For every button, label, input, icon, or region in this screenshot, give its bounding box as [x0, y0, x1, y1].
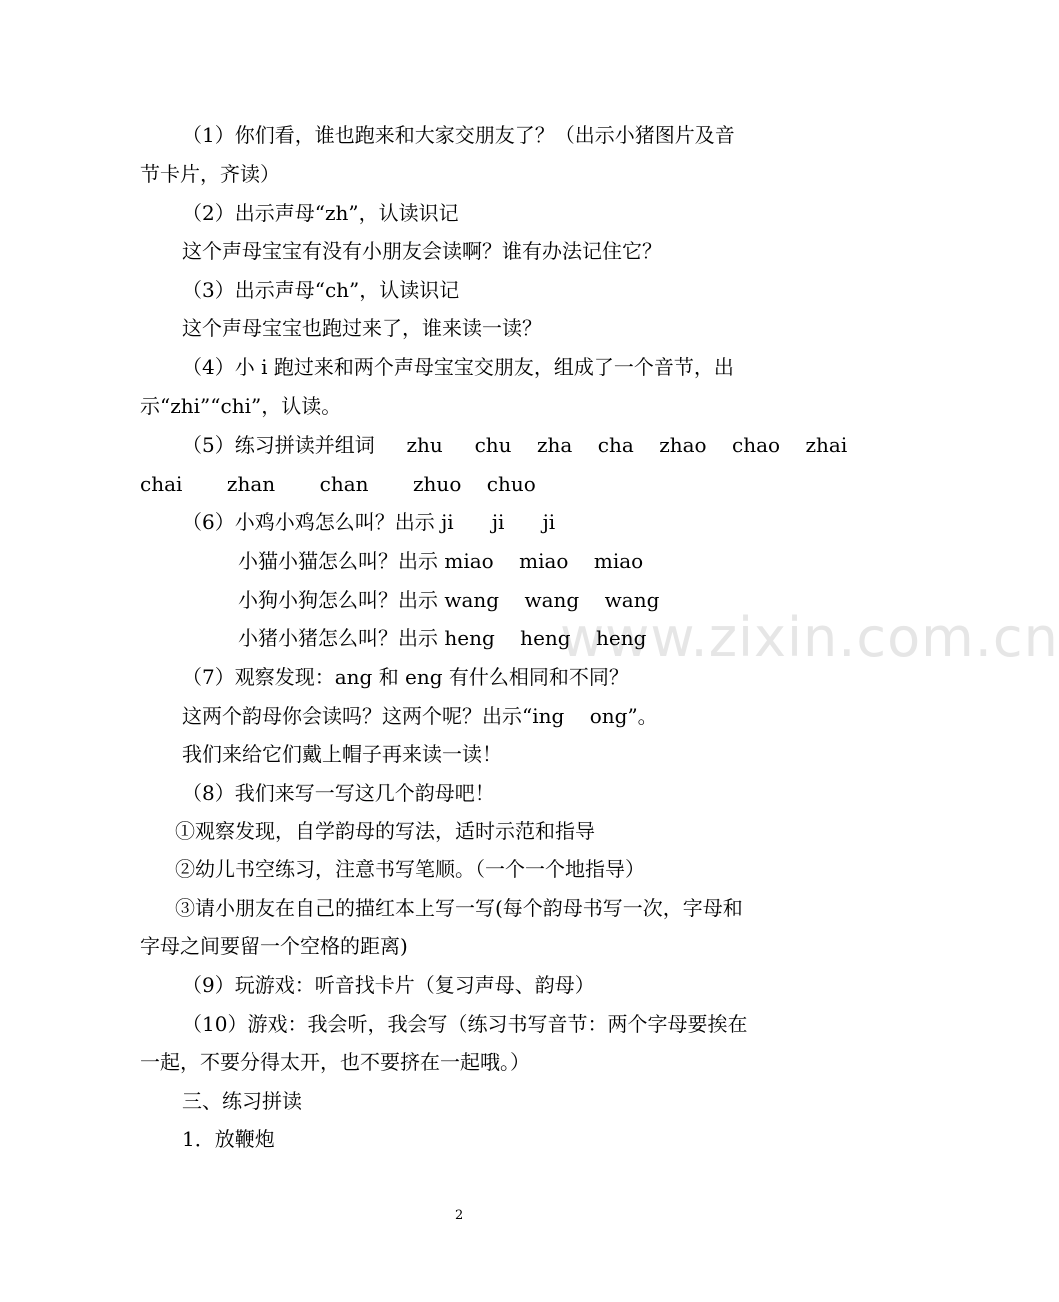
text-line: 这个声母宝宝有没有小朋友会读啊？谁有办法记住它？ [182, 239, 662, 263]
text-line: （4）小 i 跑过来和两个声母宝宝交朋友，组成了一个音节，出 [182, 355, 734, 379]
text-line: 1．放鞭炮 [182, 1127, 275, 1151]
text-line: 节卡片，齐读） [140, 162, 280, 186]
text-line: （10）游戏：我会听，我会写（练习书写音节：两个字母要挨在 [182, 1012, 748, 1036]
text-line: 一起，不要分得太开，也不要挤在一起哦。） [140, 1050, 530, 1074]
text-line: 这两个韵母你会读吗？这两个呢？出示“ing ong”。 [182, 704, 658, 728]
text-line: （1）你们看，谁也跑来和大家交朋友了？（出示小猪图片及音 [182, 123, 735, 147]
text-line: 字母之间要留一个空格的距离) [140, 934, 408, 958]
text-line: chai zhan chan zhuo chuo [140, 472, 536, 496]
text-line: ③请小朋友在自己的描红本上写一写(每个韵母书写一次，字母和 [175, 896, 743, 920]
text-line: 三、练习拼读 [182, 1089, 302, 1113]
text-line: （2）出示声母“zh”，认读识记 [182, 201, 459, 225]
text-line: 示“zhi”“chi”，认读。 [140, 394, 342, 418]
text-line: （9）玩游戏：听音找卡片（复习声母、韵母） [182, 973, 595, 997]
text-line: （3）出示声母“ch”，认读识记 [182, 278, 460, 302]
text-line: （6）小鸡小鸡怎么叫？出示 ji ji ji [182, 510, 556, 534]
text-line: 小猫小猫怎么叫？出示 miao miao miao [238, 549, 644, 573]
text-line: （7）观察发现：ang 和 eng 有什么相同和不同？ [182, 665, 629, 689]
page-number: 2 [455, 1208, 464, 1223]
text-line: 小狗小狗怎么叫？出示 wang wang wang [238, 588, 660, 612]
text-line: 我们来给它们戴上帽子再来读一读！ [182, 742, 502, 766]
text-line: ②幼儿书空练习，注意书写笔顺。（一个一个地指导） [175, 857, 645, 881]
text-line: 这个声母宝宝也跑过来了，谁来读一读？ [182, 316, 542, 340]
text-line: ①观察发现，自学韵母的写法，适时示范和指导 [175, 819, 595, 843]
text-line: 小猪小猪怎么叫？出示 heng heng heng [238, 626, 647, 650]
text-line: （8）我们来写一写这几个韵母吧！ [182, 781, 495, 805]
text-line: （5）练习拼读并组词 zhu chu zha cha zhao chao zhai [182, 433, 848, 457]
watermark: www.zixin.com.cn [560, 606, 1059, 669]
